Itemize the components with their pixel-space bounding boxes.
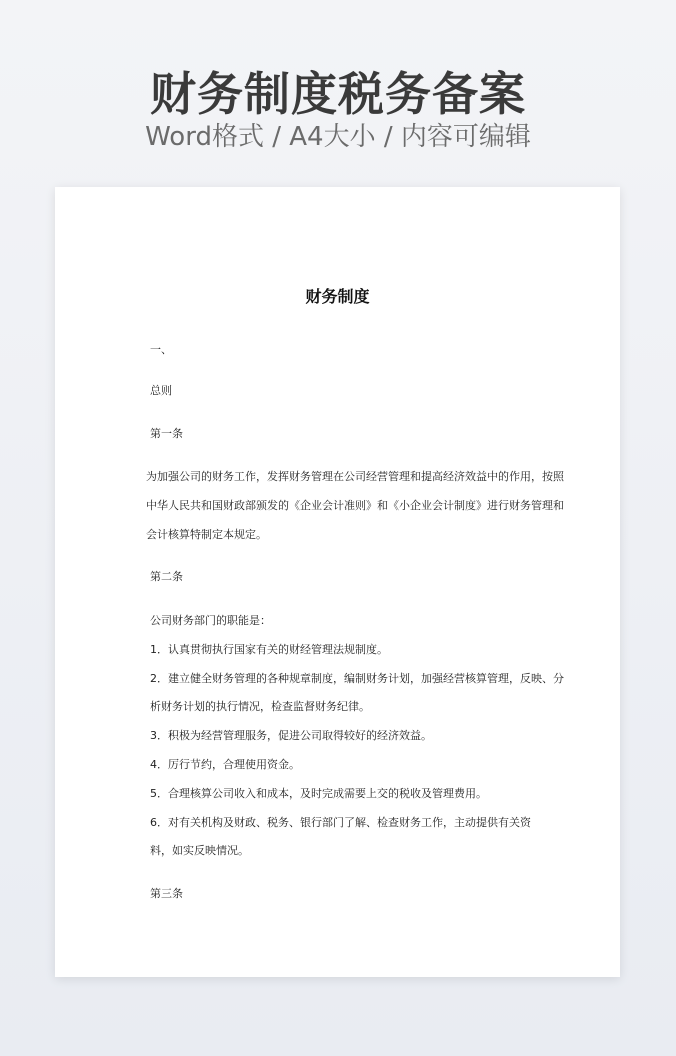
article-2-heading: 第二条 [150, 570, 183, 583]
article-2-item: 4．厉行节约，合理使用资金。 [150, 758, 300, 771]
section-title: 总则 [150, 384, 172, 397]
article-2-item: 6．对有关机构及财政、税务、银行部门了解、检查财务工作，主动提供有关资 [150, 816, 531, 829]
article-2-item: 2．建立健全财务管理的各种规章制度，编制财务计划，加强经营核算管理，反映、分 [150, 672, 564, 685]
article-2-item: 析财务计划的执行情况，检查监督财务纪律。 [150, 700, 370, 713]
section-number: 一、 [150, 343, 172, 356]
article-2-intro: 公司财务部门的职能是： [150, 614, 271, 627]
document-page [55, 187, 620, 977]
page-title: 财务制度税务备案 [150, 67, 526, 121]
article-1-line: 为加强公司的财务工作，发挥财务管理在公司经营管理和提高经济效益中的作用，按照 [146, 470, 564, 483]
article-1-heading: 第一条 [150, 427, 183, 440]
article-2-item: 1．认真贯彻执行国家有关的财经管理法规制度。 [150, 643, 388, 656]
article-2-item: 料，如实反映情况。 [150, 844, 249, 857]
article-1-line: 会计核算特制定本规定。 [146, 528, 267, 541]
article-2-item: 5．合理核算公司收入和成本，及时完成需要上交的税收及管理费用。 [150, 787, 487, 800]
article-2-item: 3．积极为经营管理服务，促进公司取得较好的经济效益。 [150, 729, 432, 742]
article-1-line: 中华人民共和国财政部颁发的《企业会计准则》和《小企业会计制度》进行财务管理和 [146, 499, 564, 512]
article-3-heading: 第三条 [150, 887, 183, 900]
document-title: 财务制度 [305, 287, 370, 306]
page-subtitle: Word格式 / A4大小 / 内容可编辑 [145, 122, 531, 152]
